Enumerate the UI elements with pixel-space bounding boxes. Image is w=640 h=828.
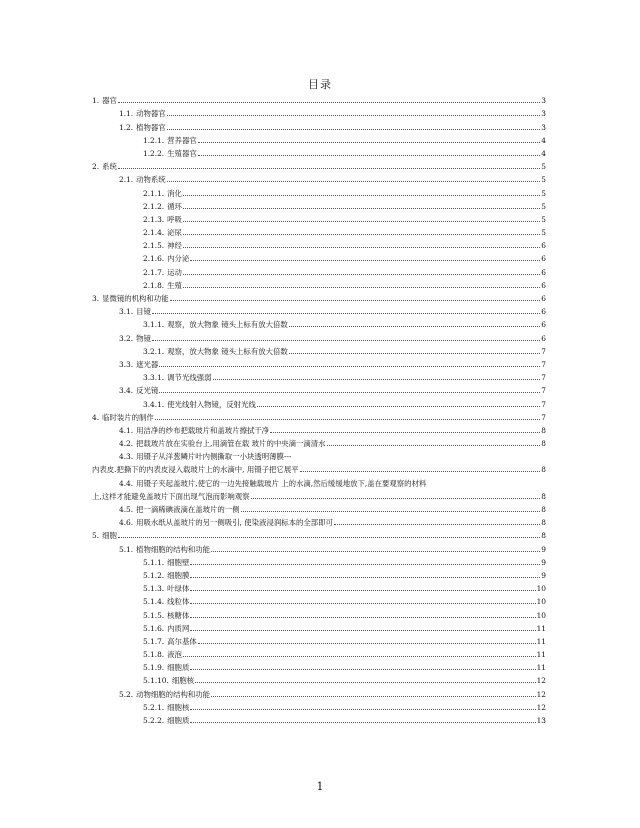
toc-entry-page: 7 bbox=[541, 373, 546, 383]
toc-entry[interactable] bbox=[92, 685, 546, 698]
dot-leader bbox=[190, 563, 540, 565]
toc-entry-page: 8 bbox=[541, 425, 546, 435]
toc-entry[interactable] bbox=[92, 105, 546, 118]
toc-entry-label: 使光线射入物镜，反射光线 bbox=[167, 399, 256, 409]
toc-entry[interactable] bbox=[92, 646, 546, 659]
toc-entry-page: 11 bbox=[536, 623, 546, 633]
toc-entry-page: 5 bbox=[541, 188, 546, 198]
toc-entry-number: 5.1.9. bbox=[143, 663, 165, 673]
toc-entry-number: 5.1.10. bbox=[143, 676, 169, 686]
dot-leader bbox=[183, 233, 540, 235]
toc-entry-number: 2.1.5. bbox=[143, 241, 165, 251]
toc-entry[interactable] bbox=[92, 567, 546, 580]
dot-leader bbox=[257, 405, 540, 407]
dot-leader bbox=[211, 695, 536, 697]
toc-entry-page: 3 bbox=[541, 122, 546, 132]
dot-leader bbox=[327, 444, 541, 446]
toc-entry[interactable] bbox=[92, 303, 546, 316]
toc-entry-page: 8 bbox=[541, 505, 546, 514]
toc-entry-number: 5.1.7. bbox=[143, 636, 165, 646]
toc-entry-page: 8 bbox=[541, 531, 546, 541]
toc-entry-number: 1.2.1. bbox=[143, 135, 165, 145]
toc-entry[interactable] bbox=[92, 250, 546, 263]
dot-leader bbox=[213, 378, 541, 380]
toc-entry[interactable] bbox=[92, 118, 546, 131]
toc-entry-page: 9 bbox=[541, 570, 546, 580]
toc-entry-number: 1. bbox=[92, 96, 100, 106]
toc-entry[interactable] bbox=[92, 382, 546, 395]
toc-entry-label: 系统 bbox=[102, 162, 117, 172]
toc-entry[interactable] bbox=[92, 474, 546, 487]
dot-leader bbox=[167, 180, 541, 182]
dot-leader bbox=[155, 418, 540, 420]
dot-leader bbox=[183, 220, 540, 222]
toc-entry[interactable] bbox=[92, 290, 546, 303]
toc-entry-page: 4 bbox=[541, 135, 546, 145]
dot-leader bbox=[289, 352, 541, 354]
dot-leader bbox=[170, 299, 541, 301]
toc-entry[interactable] bbox=[92, 593, 546, 606]
dot-leader bbox=[183, 194, 540, 196]
toc-entry[interactable] bbox=[92, 171, 546, 184]
toc-entry-label: 泌尿 bbox=[167, 228, 182, 238]
toc-entry-label: 临时装片的制作 bbox=[102, 412, 154, 422]
toc-entry-page: 12 bbox=[536, 702, 546, 712]
table-of-contents bbox=[92, 92, 546, 725]
toc-entry-page: 6 bbox=[541, 320, 546, 330]
toc-entry-page: 6 bbox=[541, 333, 546, 343]
toc-entry-page: 5 bbox=[541, 214, 546, 224]
toc-entry-number: 5.1.6. bbox=[143, 623, 165, 633]
toc-entry-label: 植物细胞的结构和功能 bbox=[136, 544, 211, 554]
toc-entry-label: 把载玻片放在实验台上,用滴管在载 玻片的中央滴一滴清水 bbox=[136, 439, 326, 449]
toc-entry[interactable] bbox=[92, 316, 546, 329]
toc-entry-label: 消化 bbox=[167, 188, 182, 198]
page-number: 1 bbox=[316, 780, 324, 793]
toc-entry-page: 9 bbox=[541, 557, 546, 567]
toc-entry-page: 6 bbox=[541, 280, 546, 290]
toc-entry[interactable] bbox=[92, 409, 546, 422]
dot-leader bbox=[190, 668, 535, 670]
toc-entry-page: 7 bbox=[541, 386, 546, 396]
toc-entry[interactable] bbox=[92, 501, 546, 514]
toc-entry-label: 细胞 bbox=[102, 531, 117, 541]
toc-entry-number: 4.4. bbox=[119, 478, 134, 488]
toc-entry-label: 遮光器 bbox=[136, 359, 159, 369]
toc-entry-number: 2.1.8. bbox=[143, 280, 165, 290]
toc-entry[interactable] bbox=[92, 606, 546, 619]
toc-entry[interactable] bbox=[92, 672, 546, 685]
dot-leader bbox=[190, 721, 535, 723]
toc-entry-label: 用镊子从洋葱鳞片叶内侧撕取一小块透明薄膜--- bbox=[136, 452, 292, 462]
toc-entry-page: 10 bbox=[536, 610, 546, 620]
toc-entry-label: 生殖器官 bbox=[167, 148, 197, 158]
dot-leader bbox=[190, 589, 535, 591]
dot-leader bbox=[198, 642, 536, 644]
dot-leader bbox=[241, 510, 541, 512]
toc-entry-label: 动物系统 bbox=[136, 175, 166, 185]
dot-leader bbox=[183, 286, 540, 288]
toc-entry-label: 细胞核 bbox=[167, 702, 190, 712]
toc-entry-page: 11 bbox=[536, 650, 546, 660]
toc-entry-number: 1.1. bbox=[119, 109, 134, 119]
toc-entry-page: 4 bbox=[541, 148, 546, 158]
toc-entry-continuation[interactable] bbox=[92, 461, 546, 474]
toc-entry-number: 2.1.6. bbox=[143, 254, 165, 264]
toc-entry-number: 3.4. bbox=[119, 386, 134, 396]
toc-entry-label: 植物器官 bbox=[136, 122, 166, 132]
toc-entry-number: 3.1.1. bbox=[143, 320, 165, 330]
toc-entry-label: 目镜 bbox=[136, 307, 151, 317]
dot-leader bbox=[190, 602, 535, 604]
toc-entry[interactable] bbox=[92, 211, 546, 224]
toc-entry-label: 细胞质 bbox=[167, 663, 190, 673]
dot-leader bbox=[159, 365, 540, 367]
toc-entry-page: 10 bbox=[536, 584, 546, 594]
dot-leader bbox=[190, 629, 535, 631]
toc-entry-page: 5 bbox=[541, 175, 546, 185]
toc-entry-number: 5.1.5. bbox=[143, 610, 165, 620]
toc-entry[interactable] bbox=[92, 633, 546, 646]
toc-entry-number: 4.1. bbox=[119, 425, 134, 435]
toc-entry-number: 4.3. bbox=[119, 452, 134, 462]
dot-leader bbox=[118, 536, 540, 538]
dot-leader bbox=[190, 576, 540, 578]
toc-entry-label: 核糖体 bbox=[167, 610, 190, 620]
dot-leader bbox=[159, 391, 540, 393]
toc-entry[interactable] bbox=[92, 329, 546, 342]
toc-entry-label: 营养器官 bbox=[167, 135, 197, 145]
dot-leader bbox=[167, 114, 541, 116]
toc-entry[interactable] bbox=[92, 263, 546, 276]
dot-leader bbox=[195, 681, 536, 683]
toc-entry-page: 7 bbox=[541, 399, 546, 409]
toc-entry-number: 4.5. bbox=[119, 505, 134, 514]
toc-entry[interactable] bbox=[92, 224, 546, 237]
toc-entry-label: 调节光线强弱 bbox=[167, 373, 212, 383]
toc-entry[interactable] bbox=[92, 540, 546, 553]
dot-leader bbox=[198, 154, 541, 156]
toc-entry-number: 3.3.1. bbox=[143, 373, 165, 383]
toc-entry[interactable] bbox=[92, 514, 546, 527]
toc-entry-number: 5.1.1. bbox=[143, 557, 165, 567]
toc-entry-number: 3.4.1. bbox=[143, 399, 165, 409]
toc-entry-number: 5.1. bbox=[119, 544, 134, 554]
dot-leader bbox=[167, 128, 541, 130]
toc-entry-label: 动物细胞的结构和功能 bbox=[136, 689, 211, 699]
toc-entry-label: 线粒体 bbox=[167, 597, 190, 607]
toc-entry-page: 9 bbox=[541, 544, 546, 554]
toc-entry-number: 5.2.1. bbox=[143, 702, 165, 712]
toc-entry-number: 3.2. bbox=[119, 333, 134, 343]
dot-leader bbox=[251, 497, 541, 499]
toc-entry-label: 观察，放大物象 镜头上标有放大倍数 bbox=[167, 346, 288, 356]
toc-entry-page: 6 bbox=[541, 307, 546, 317]
toc-entry-label: 器官 bbox=[102, 96, 117, 106]
toc-entry-continuation-text: 上,这样才能避免盖玻片下面出现气泡而影响观察 bbox=[92, 491, 250, 501]
toc-entry[interactable] bbox=[92, 92, 546, 105]
toc-entry[interactable] bbox=[92, 356, 546, 369]
toc-entry-number: 2.1.1. bbox=[143, 188, 165, 198]
dot-leader bbox=[183, 207, 540, 209]
toc-entry-label: 把一滴稀碘液滴在盖玻片的一侧 bbox=[136, 505, 240, 514]
toc-entry-label: 显微镜的机构和功能 bbox=[102, 294, 169, 303]
toc-entry-label: 呼吸 bbox=[167, 214, 182, 224]
toc-entry-number: 2. bbox=[92, 162, 100, 172]
toc-entry[interactable] bbox=[92, 277, 546, 290]
toc-entry-number: 5.1.2. bbox=[143, 570, 165, 580]
dot-leader bbox=[152, 339, 540, 341]
toc-title: 目录 bbox=[308, 78, 332, 91]
toc-entry-page: 3 bbox=[541, 109, 546, 119]
toc-entry[interactable] bbox=[92, 448, 546, 461]
dot-leader bbox=[211, 550, 540, 552]
toc-entry-page: 6 bbox=[541, 254, 546, 264]
toc-entry-label: 高尔基体 bbox=[167, 636, 197, 646]
toc-entry[interactable] bbox=[92, 659, 546, 672]
toc-entry-number: 4.2. bbox=[119, 439, 134, 449]
toc-entry-label: 叶绿体 bbox=[167, 584, 190, 594]
toc-entry-number: 3. bbox=[92, 294, 100, 303]
toc-entry[interactable] bbox=[92, 198, 546, 211]
toc-entry-number: 5.1.3. bbox=[143, 584, 165, 594]
toc-entry[interactable] bbox=[92, 435, 546, 448]
toc-entry-page: 6 bbox=[541, 267, 546, 277]
dot-leader bbox=[118, 167, 540, 169]
toc-entry-label: 细胞质 bbox=[167, 716, 190, 725]
toc-entry[interactable] bbox=[92, 237, 546, 250]
toc-entry-page: 7 bbox=[541, 359, 546, 369]
toc-entry-label: 观察，放大物象 镜头上标有放大倍数 bbox=[167, 320, 288, 330]
toc-entry-page: 7 bbox=[541, 346, 546, 356]
toc-entry-number: 4. bbox=[92, 412, 100, 422]
toc-entry[interactable] bbox=[92, 712, 546, 725]
toc-entry-page: 3 bbox=[541, 96, 546, 106]
toc-entry-label: 循环 bbox=[167, 201, 182, 211]
toc-entry-number: 5. bbox=[92, 531, 100, 541]
toc-entry-label: 内质网 bbox=[167, 623, 190, 633]
toc-entry-label: 细胞核 bbox=[171, 676, 195, 686]
toc-entry-page: 5 bbox=[541, 228, 546, 238]
toc-entry[interactable] bbox=[92, 422, 546, 435]
toc-entry-label: 液泡 bbox=[167, 650, 182, 660]
toc-entry-label: 生殖 bbox=[167, 280, 182, 290]
toc-entry-number: 1.2.2. bbox=[143, 148, 165, 158]
toc-entry-page: 8 bbox=[541, 518, 546, 528]
toc-entry-label: 细胞膜 bbox=[167, 570, 190, 580]
toc-entry-page: 12 bbox=[536, 676, 546, 686]
toc-entry-label: 用吸水纸从盖玻片的另一侧吸引, 使染液浸润标本的全部即可 bbox=[136, 518, 333, 528]
dot-leader bbox=[183, 246, 540, 248]
toc-entry-number: 4.6. bbox=[119, 518, 134, 528]
toc-entry[interactable] bbox=[92, 580, 546, 593]
toc-entry-number: 3.2.1. bbox=[143, 346, 165, 356]
toc-entry-page: 6 bbox=[541, 294, 546, 303]
dot-leader bbox=[289, 325, 541, 327]
toc-entry[interactable] bbox=[92, 620, 546, 633]
toc-entry-page: 6 bbox=[541, 241, 546, 251]
toc-entry[interactable] bbox=[92, 699, 546, 712]
dot-leader bbox=[152, 312, 540, 314]
toc-entry-label: 内分泌 bbox=[167, 254, 190, 264]
toc-entry-number: 5.1.8. bbox=[143, 650, 165, 660]
toc-entry-number: 3.3. bbox=[119, 359, 134, 369]
toc-entry-page: 7 bbox=[541, 412, 546, 422]
toc-entry-page: 5 bbox=[541, 162, 546, 172]
dot-leader bbox=[190, 259, 540, 261]
toc-entry[interactable] bbox=[92, 132, 546, 145]
toc-entry[interactable] bbox=[92, 184, 546, 197]
toc-entry[interactable] bbox=[92, 343, 546, 356]
toc-entry-label: 物镜 bbox=[136, 333, 151, 343]
toc-entry-continuation-text: 内表皮.把撕下的内表皮浸入载玻片上的水滴中, 用镊子把它展平 bbox=[92, 465, 299, 475]
dot-leader bbox=[183, 273, 540, 275]
toc-entry-label: 神经 bbox=[167, 241, 182, 251]
toc-entry-page: 12 bbox=[536, 689, 546, 699]
toc-entry-page: 11 bbox=[536, 663, 546, 673]
toc-entry[interactable] bbox=[92, 395, 546, 408]
toc-entry-label: 用洁净的纱布把载玻片和盖玻片擦拭干净 bbox=[136, 425, 270, 435]
dot-leader bbox=[198, 141, 541, 143]
dot-leader bbox=[334, 523, 540, 525]
toc-entry-label: 反光镜 bbox=[136, 386, 159, 396]
toc-entry-page: 8 bbox=[541, 465, 546, 475]
toc-entry-number: 5.1.4. bbox=[143, 597, 165, 607]
toc-entry-number: 3.1. bbox=[119, 307, 134, 317]
toc-entry-number: 2.1.7. bbox=[143, 267, 165, 277]
toc-entry-page: 10 bbox=[536, 597, 546, 607]
toc-entry-page: 5 bbox=[541, 201, 546, 211]
dot-leader bbox=[190, 708, 535, 710]
toc-entry[interactable] bbox=[92, 145, 546, 158]
toc-entry-number: 2.1.3. bbox=[143, 214, 165, 224]
toc-entry-number: 2.1.2. bbox=[143, 201, 165, 211]
toc-entry-label: 运动 bbox=[167, 267, 182, 277]
toc-entry-number: 5.2. bbox=[119, 689, 134, 699]
toc-entry[interactable] bbox=[92, 554, 546, 567]
toc-entry[interactable] bbox=[92, 527, 546, 540]
toc-entry-number: 2.1.4. bbox=[143, 228, 165, 238]
dot-leader bbox=[300, 470, 541, 472]
toc-entry-page: 8 bbox=[541, 491, 546, 501]
toc-entry-continuation[interactable] bbox=[92, 488, 546, 501]
dot-leader bbox=[190, 616, 535, 618]
toc-entry-label: 用镊子夹起盖玻片,使它的一边先接触载玻片 上的水滴,然后缓缓地放下,盖在要观察的材料 bbox=[136, 478, 427, 488]
toc-entry[interactable] bbox=[92, 158, 546, 171]
toc-entry-page: 11 bbox=[536, 636, 546, 646]
toc-entry-page: 13 bbox=[536, 716, 546, 725]
dot-leader bbox=[183, 655, 536, 657]
toc-entry-label: 细胞壁 bbox=[167, 557, 190, 567]
toc-entry-page: 8 bbox=[541, 439, 546, 449]
toc-entry[interactable] bbox=[92, 369, 546, 382]
toc-entry-number: 2.1. bbox=[119, 175, 134, 185]
toc-entry-number: 1.2. bbox=[119, 122, 134, 132]
dot-leader bbox=[118, 101, 540, 103]
dot-leader bbox=[270, 431, 540, 433]
toc-entry-label: 动物器官 bbox=[136, 109, 166, 119]
toc-entry-number: 5.2.2. bbox=[143, 716, 165, 725]
